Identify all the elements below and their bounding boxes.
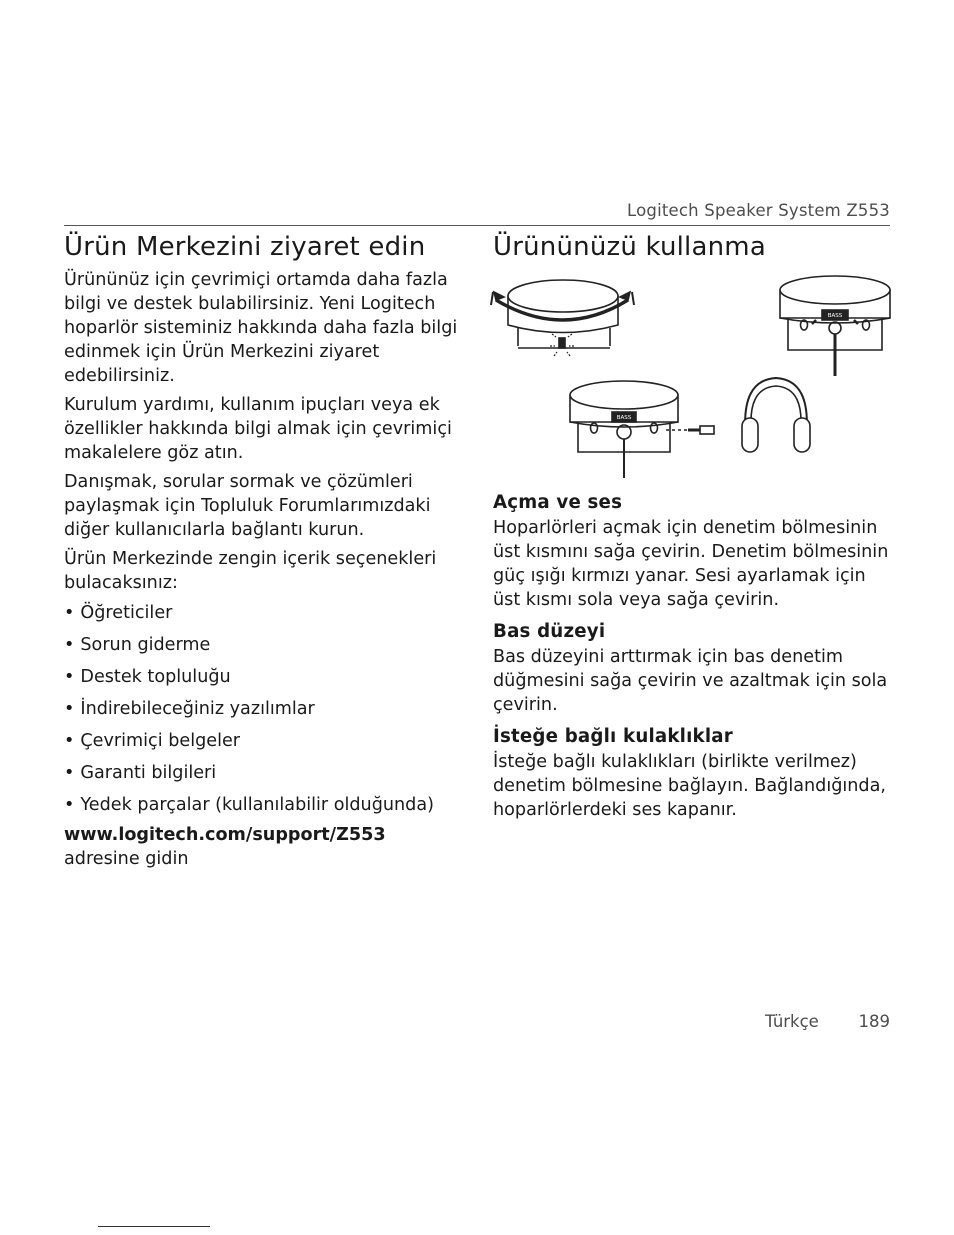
bass-label-center: BASS [616,415,632,421]
list-item: • Destek topluluğu [64,667,231,687]
speaker-control-illustration [488,270,908,490]
list-item: • Garanti bilgileri [64,763,217,783]
right-column [493,230,893,264]
headphones-icon [742,378,810,452]
paragraph-setup-help: Kurulum yardımı, kullanım ipuçları veya ek özellikler hakkında bilgi almak için çevrimiçi makalelere göz atın. [64,395,452,463]
page-number: 189 [858,1012,890,1031]
list-item: • Sorun giderme [64,635,211,655]
list-item: • İndirebileceğiniz yazılımlar [64,699,315,719]
list-item: • Yedek parçalar (kullanılabilir olduğunda) [64,795,434,815]
section-text-bass: Bas düzeyini arttırmak için bas denetim düğmesini sağa çevirin ve azaltmak için sola çevirin. [493,647,888,715]
running-header: Logitech Speaker System Z553 [627,201,890,220]
list-item: • Öğreticiler [64,603,173,623]
list-item: • Çevrimiçi belgeler [64,731,241,751]
support-link[interactable]: www.logitech.com/support/Z553 [64,825,386,845]
heading-product-central: Ürün Merkezini ziyaret edin [64,232,426,262]
left-column [64,230,464,871]
bass-label-right: BASS [827,313,843,319]
paragraph-intro: Ürününüz için çevrimiçi ortamda daha fazla bilgi ve destek bulabilirsiniz. Yeni Logitech hoparlör sisteminiz hakkında daha fazla bilgi edinmek için Ürün Merkezini ziyaret edebilirsiniz. [64,270,458,386]
feature-list [64,601,464,817]
right-text-sections [493,490,893,829]
section-text-headphones: İsteğe bağlı kulaklıkları (birlikte verilmez) denetim bölmesine bağlayın. Bağlandığında, hoparlörlerdeki ses kapanır. [493,752,886,820]
footer-language: Türkçe [765,1012,819,1031]
bass-knob-icon [780,276,890,376]
support-suffix: adresine gidin [64,849,189,869]
header-divider [64,225,890,226]
heading-using-product: Ürününüzü kullanma [493,232,766,262]
section-text-power-volume: Hoparlörleri açmak için denetim bölmesinin üst kısmını sağa çevirin. Denetim bölmesinin güç ışığı kırmızı yanar. Sesi ayarlamak için üst kısmı sola veya sağa çevirin. [493,518,889,610]
paragraph-community: Danışmak, sorular sormak ve çözümleri paylaşmak için Topluluk Forumlarımızdaki diğer kullanıcılarla bağlantı kurun. [64,472,431,540]
paragraph-content-options: Ürün Merkezinde zengin içerik seçenekleri bulacaksınız: [64,549,437,593]
section-title-headphones: İsteğe bağlı kulaklıklar [493,726,733,747]
control-pod-rotate-icon [491,280,634,356]
support-line [64,823,464,871]
bottom-rule [98,1226,210,1227]
section-title-power-volume: Açma ve ses [493,492,623,513]
headphone-jack-icon [570,381,714,478]
section-title-bass: Bas düzeyi [493,621,606,642]
